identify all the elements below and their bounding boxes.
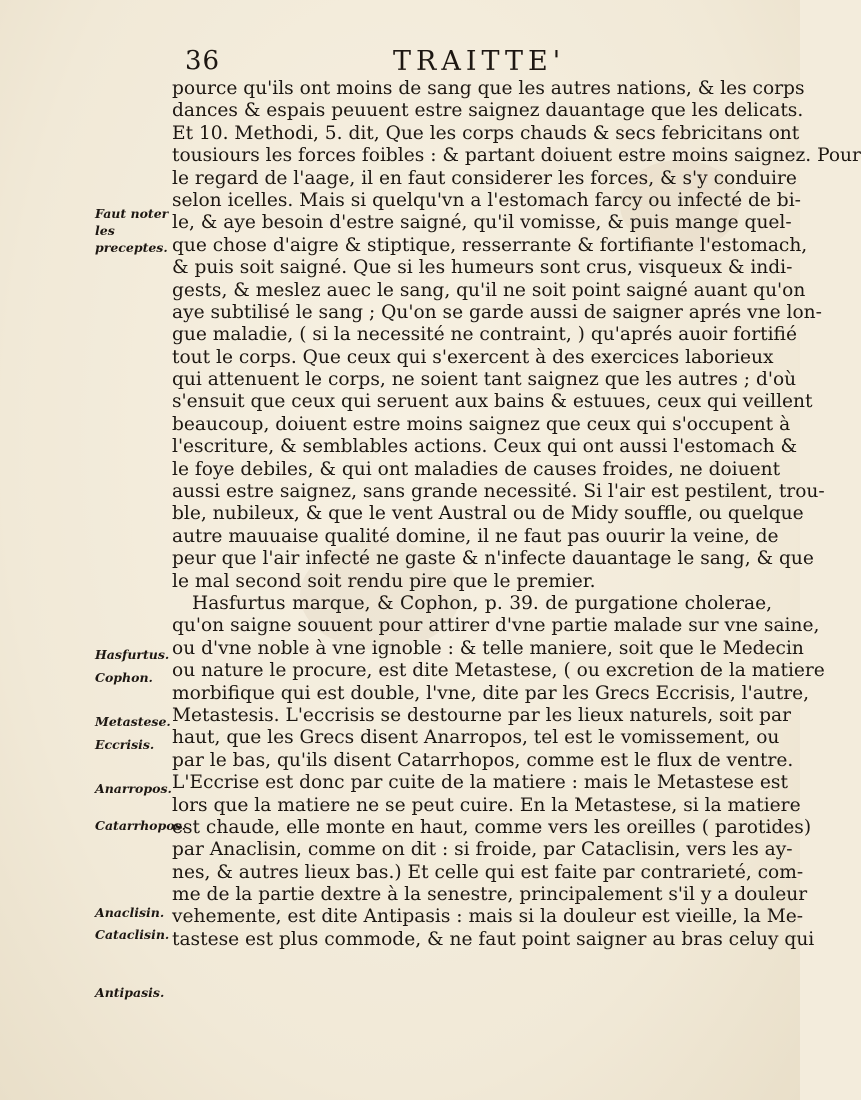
body-text [172,78,861,951]
text-line: le foye debiles, & qui ont maladies de causes froides, ne doiuent [172,458,781,480]
margin-note-catarrhopos: Catarrhopos. [95,818,186,833]
text-line: par Anaclisin, comme on dit : si froide, par Cataclisin, vers les ay- [172,839,793,861]
text-line: le, & aye besoin d'estre saigné, qu'il vomisse, & puis mange quel- [172,212,792,234]
text-line: l'escriture, & semblables actions. Ceux qui ont aussi l'estomach & [172,436,798,458]
text-line: ou nature le procure, est dite Metastese, ( ou excretion de la matiere [172,660,825,682]
text-line: L'Eccrise est donc par cuite de la matiere : mais le Metastese est [172,772,788,794]
text-line: vehemente, est dite Antipasis : mais si la douleur est vieille, la Me- [172,906,804,928]
text-line: me de la partie dextre à la senestre, principalement s'il y a douleur [172,884,808,906]
text-line: le regard de l'aage, il en faut considerer les forces, & s'y conduire [172,167,797,189]
text-line: Hasfurtus marque, & Cophon, p. 39. de purgatione cholerae, [192,592,772,614]
text-line: beaucoup, doiuent estre moins saignez que ceux qui s'occupent à [172,413,791,435]
text-line: dances & espais peuuent estre saignez dauantage que les delicats. [172,100,804,122]
page-number: 36 [185,46,221,76]
margin-note-hasfurtus: Hasfurtus. [95,647,170,662]
margin-note-antipasis: Antipasis. [95,985,165,1000]
text-line: Et 10. Methodi, 5. dit, Que les corps chauds & secs febricitans ont [172,122,800,144]
text-line: & puis soit saigné. Que si les humeurs sont crus, visqueux & indi- [172,257,793,279]
text-line: autre mauuaise qualité domine, il ne faut pas ouurir la veine, de [172,525,779,547]
margin-note-eccrisis: Eccrisis. [95,737,155,752]
text-line: haut, que les Grecs disent Anarropos, tel est le vomissement, ou [172,727,780,749]
text-line: ble, nubileux, & que le vent Austral ou de Midy souffle, ou quelque [172,503,804,525]
text-line: gests, & meslez auec le sang, qu'il ne soit point saigné auant qu'on [172,279,806,301]
text-line: peur que l'air infecté ne gaste & n'infecte dauantage le sang, & que [172,548,814,570]
page-header [175,42,775,82]
text-line: Metastesis. L'eccrisis se destourne par les lieux naturels, soit par [172,704,791,726]
text-line: ou d'vne noble à vne ignoble : & telle maniere, soit que le Medecin [172,637,804,659]
text-line: morbifique qui est double, l'vne, dite par les Grecs Eccrisis, l'autre, [172,682,810,704]
margin-note-preceptes: Faut noter les preceptes. [95,206,169,255]
text-line: est chaude, elle monte en haut, comme vers les oreilles ( parotides) [172,816,812,838]
text-line: qui attenuent le corps, ne soient tant saignez que les autres ; d'où [172,369,797,391]
text-line: nes, & autres lieux bas.) Et celle qui est faite par contrarieté, com- [172,861,804,883]
text-line: tout le corps. Que ceux qui s'exercent à des exercices laborieux [172,346,774,368]
text-line: que chose d'aigre & stiptique, resserrante & fortifiante l'estomach, [172,234,808,256]
text-line: aye subtilisé le sang ; Qu'on se garde aussi de saigner aprés vne lon- [172,301,822,323]
text-line: gue maladie, ( si la necessité ne contraint, ) qu'aprés auoir fortifié [172,324,797,346]
text-line: tastese est plus commode, & ne faut point saigner au bras celuy qui [172,928,815,950]
text-line: lors que la matiere ne se peut cuire. En la Metastese, si la matiere [172,794,801,816]
margin-note-anarropos: Anarropos. [95,781,172,796]
text-line: par le bas, qu'ils disent Catarrhopos, comme est le flux de ventre. [172,749,794,771]
margin-note-anaclisin: Anaclisin. [95,905,165,920]
margin-note-cataclisin: Cataclisin. [95,927,170,942]
running-title: TRAITTE' [393,46,566,77]
text-line: pource qu'ils ont moins de sang que les autres nations, & les corps [172,78,805,99]
margin-note-cophon: Cophon. [95,670,153,685]
text-line: s'ensuit que ceux qui seruent aux bains & estuues, ceux qui veillent [172,391,813,413]
text-line: le mal second soit rendu pire que le premier. [172,570,596,592]
text-line: qu'on saigne souuent pour attirer d'vne partie malade sur vne saine, [172,615,820,637]
margin-note-metastese: Metastese. [95,714,171,729]
text-line: tousiours les forces foibles : & partant doiuent estre moins saignez. Pour [172,145,861,167]
text-line: aussi estre saignez, sans grande necessité. Si l'air est pestilent, trou- [172,481,825,503]
text-line: selon icelles. Mais si quelqu'vn a l'estomach farcy ou infecté de bi- [172,189,801,211]
